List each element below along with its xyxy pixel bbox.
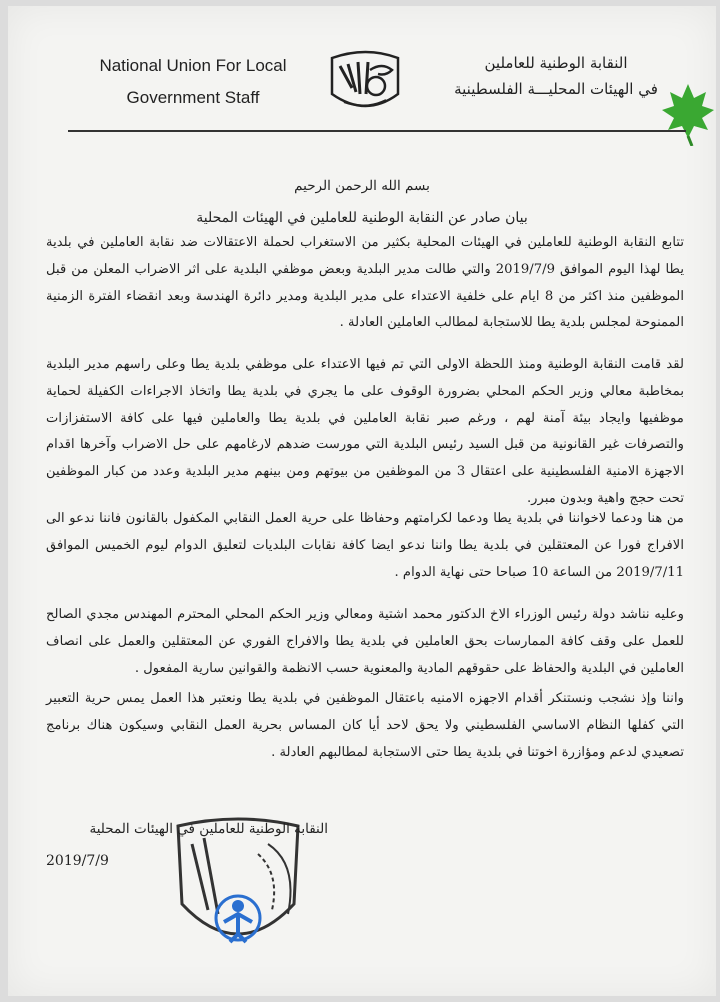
- official-stamp-icon: [168, 814, 308, 968]
- green-leaf-icon: [658, 76, 716, 150]
- header-divider: [68, 130, 686, 132]
- paragraph-3: من هنا ودعما لاخواننا في بلدية يطا ودعما لكرامتهم وحفاظا على حرية العمل النقابي المكفول بالقانون فاننا ندعو الى الافراج فورا عن المعتقلين في بلدية يطا واننا ندعو ايضا كافة نقابات البلديات لتعليق الدوام ليوم الخميس الموافق 2019/7/11 من الساعة 10 صباحا حتى نهاية الدوام .: [46, 511, 684, 580]
- document-page: [8, 6, 716, 996]
- paragraph-1: تتابع النقابة الوطنية للعاملين في الهيئات المحلية بكثير من الاستغراب لحملة الاعتقالات ضد نقابة العاملين في بلدية يطا لهذا اليوم الموافق 2019/7/9 والتي طالت مدير البلدية وبعض موظفي البلدية على اثر الاضراب المعلن من قبل الموظفين منذ اكثر من 8 ايام على خلفية الاعتداء على مدير البلدية ومدير دائرة الهندسة وبعد انقضاء الفترة الزمنية الممنوحة لمجلس بلدية يطا للاستجابة لمطالب العاملين العادلة .: [46, 235, 684, 331]
- paragraph-2: لقد قامت النقابة الوطنية ومنذ اللحظة الاولى التي تم فيها الاعتداء على موظفي بلدية يطا وعلى راسهم مدير البلدية بمخاطبة معالي وزير الحكم المحلي بضرورة الوقوف على ما يجري في بلدية يطا واتخاذ الاجراءات الكفيلة لحماية موظفيها وايجاد بيئة آمنة لهم ، ورغم صبر نقابة العاملين في بلدية يطا والعاملين فيها على كافة الاستفزازات والتصرفات غير القانونية من قبل السيد رئيس البلدية التي مورست ضدهم لارغامهم على حل الاضراب وآخرها اقدام الاجهزة الامنية الفلسطينية على اعتقال 3 من الموظفين من بيوتهم ومن بينهم مدير البلدية وعدد من كبار الموظفين تحت حجج واهية وبدون مبرر.: [46, 357, 684, 506]
- paragraph-4: وعليه نناشد دولة رئيس الوزراء الاخ الدكتور محمد اشتية ومعالي وزير الحكم المحلي المحترم المهندس مجدي الصالح للعمل على وقف كافة الممارسات بحق العاملين في بلدية يطا والافراج الفوري عن المعتقلين والعمل على انصاف العاملين في البلدية والحفاظ على حقوقهم المادية والمعنوية حسب الانظمة والقوانين سارية المفعول .: [46, 607, 684, 676]
- union-logo-icon: [326, 48, 404, 122]
- paragraph-5: واننا وإذ نشجب ونستنكر أقدام الاجهزه الامنيه باعتقال الموظفين في بلدية يطا ونعتبر هذا العمل يمس حرية التعبير التي كفلها النظام الاساسي الفلسطيني ولا يحق لاحد أيا كان المساس بحرية العمل النقابي وسيكون هناك برنامج تصعيدي لدعم ومؤازرة اخوتنا في بلدية يطا حتى الاستجابة لمطالبهم العادلة .: [46, 691, 684, 760]
- arabic-header-line1: النقابة الوطنية للعاملين: [484, 54, 628, 72]
- arabic-header: [446, 50, 666, 102]
- arabic-header-line2: في الهيئات المحليـــة الفلسطينية: [454, 80, 658, 98]
- english-header: [78, 50, 308, 114]
- signature-name: النقابة الوطنية للعاملين في الهيئات المحلية: [89, 821, 328, 837]
- basmala: بسم الله الرحمن الرحيم: [294, 178, 430, 194]
- english-header-line2: Government Staff: [126, 88, 260, 107]
- statement-title: بيان صادر عن النقابة الوطنية للعاملين في الهيئات المحلية: [196, 210, 528, 226]
- signature-date: 2019/7/9: [46, 853, 109, 869]
- english-header-line1: National Union For Local: [99, 56, 287, 75]
